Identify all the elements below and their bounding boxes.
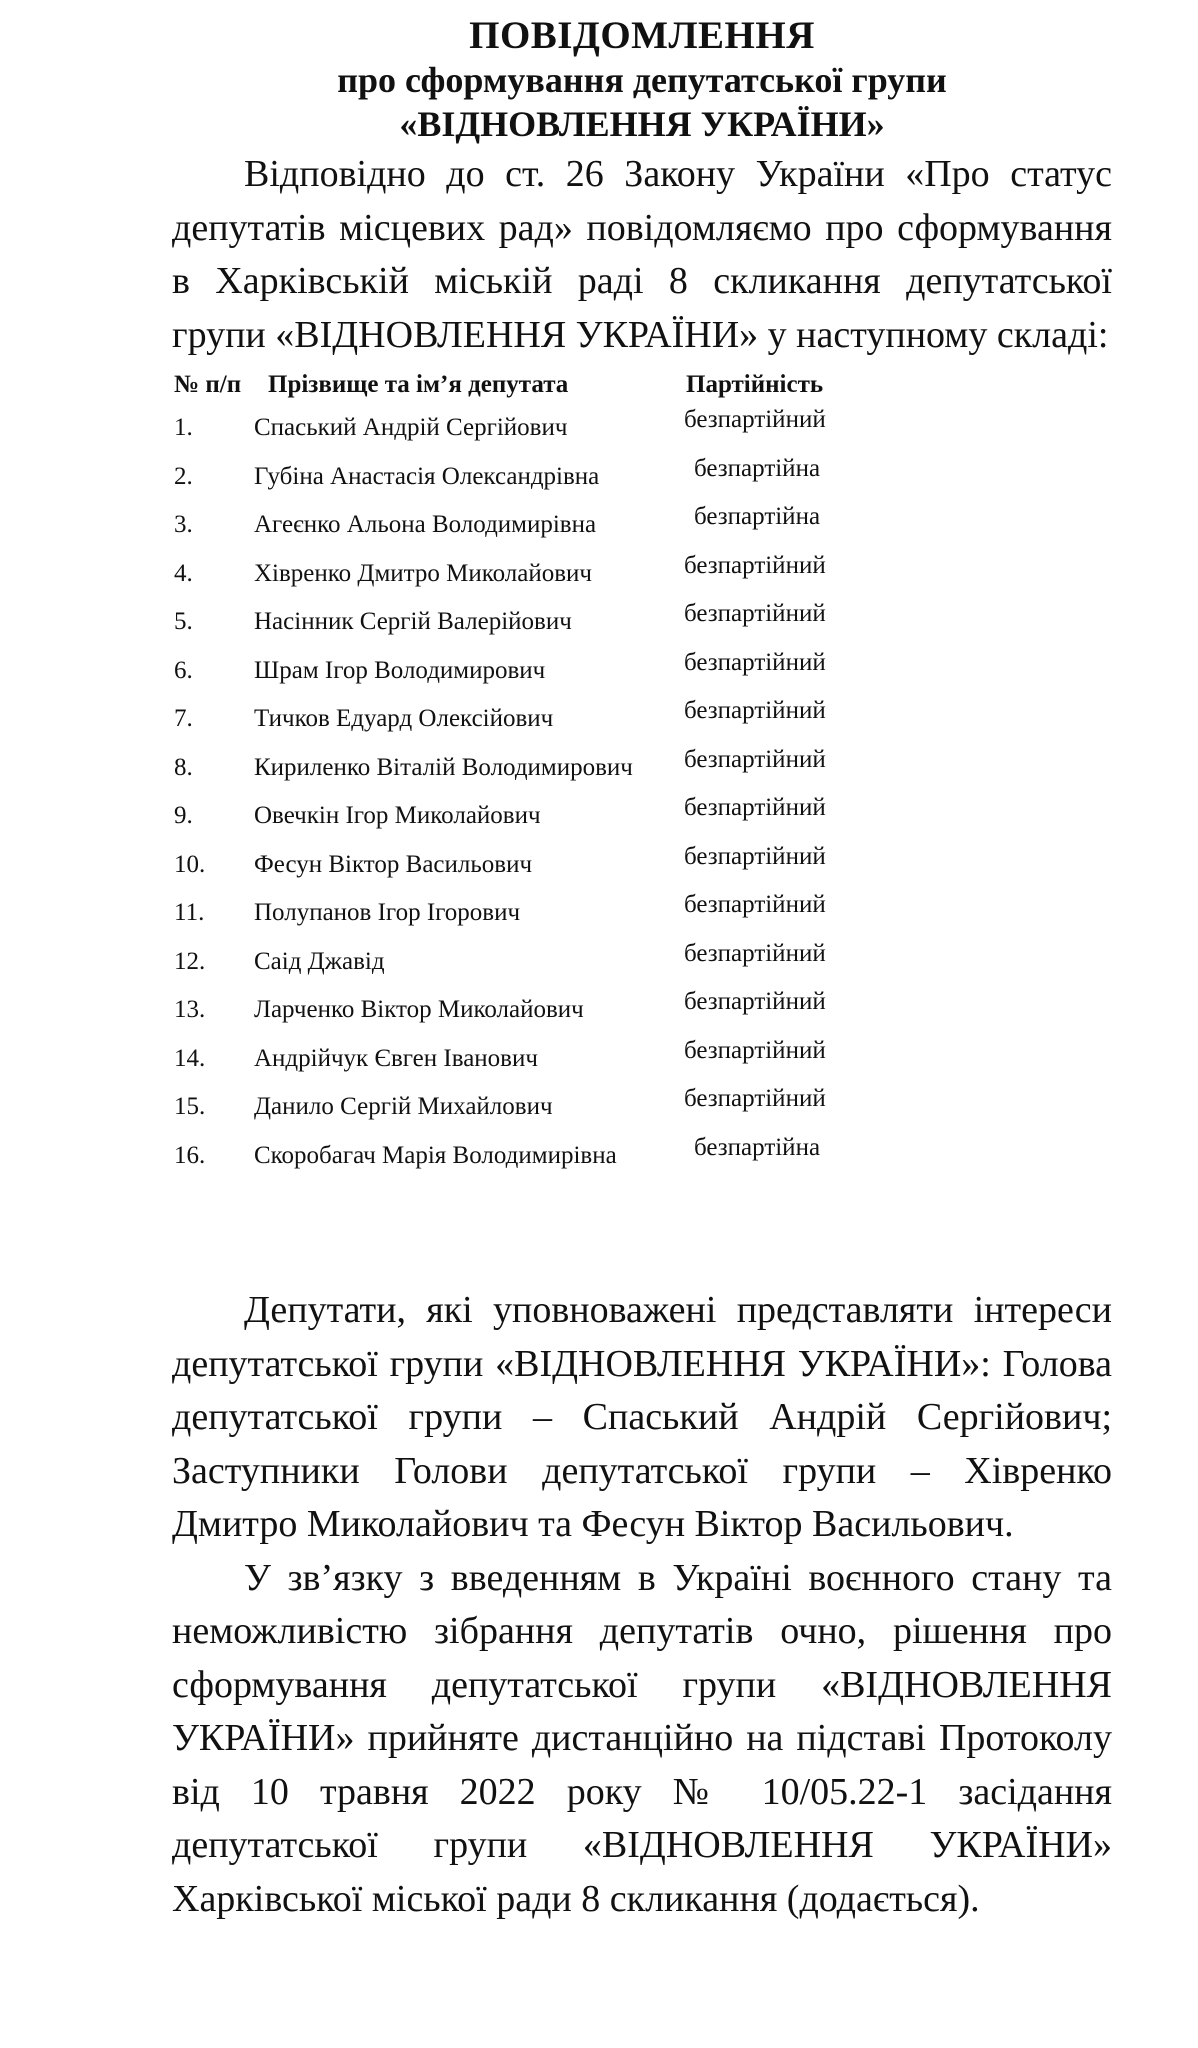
row-party: безпартійна (694, 503, 821, 530)
row-number: 9. (174, 802, 193, 829)
row-party: безпартійний (684, 1085, 826, 1112)
row-name: Хівренко Дмитро Миколайович (254, 559, 593, 587)
row-party: безпартійний (684, 1036, 826, 1064)
document-subtitle-line2: «ВІДНОВЛЕННЯ УКРАЇНИ» (399, 104, 885, 144)
row-name: Овечкін Ігор Миколайович (254, 802, 541, 829)
row-name: Саід Джавід (254, 947, 385, 975)
row-number: 14. (174, 1044, 206, 1072)
members-table-body (172, 404, 1112, 1180)
row-number: 11. (174, 899, 205, 926)
row-name: Полупанов Ігор Ігорович (254, 899, 521, 926)
row-party: безпартійний (684, 600, 826, 627)
row-name: Агеєнко Альона Володимирівна (254, 511, 597, 538)
table-row (172, 889, 1112, 938)
row-number: 13. (174, 996, 206, 1023)
table-row (172, 453, 1112, 502)
row-number: 4. (174, 559, 193, 587)
row-name: Фесун Віктор Васильович (254, 850, 533, 878)
row-number: 16. (174, 1141, 206, 1169)
row-party: безпартійний (684, 648, 826, 676)
table-row (172, 744, 1112, 793)
row-name: Кириленко Віталій Володимирович (254, 753, 633, 781)
row-number: 12. (174, 947, 206, 975)
table-row (172, 404, 1112, 453)
table-row (172, 647, 1112, 696)
row-number: 2. (174, 462, 193, 490)
table-row (172, 986, 1112, 1035)
row-party: безпартійна (694, 454, 821, 482)
row-number: 5. (174, 608, 193, 635)
table-row (172, 695, 1112, 744)
section-spacer (172, 1180, 1112, 1284)
row-number: 15. (174, 1093, 206, 1120)
row-party: безпартійна (694, 1133, 821, 1161)
row-party: безпартійний (684, 988, 826, 1015)
row-name: Скоробагач Марія Володимирівна (254, 1141, 617, 1169)
row-number: 7. (174, 705, 193, 732)
header-number: № п/п (174, 371, 242, 398)
table-row (172, 598, 1112, 647)
row-name: Спаський Андрій Сергійович (254, 414, 568, 441)
row-party: безпартійний (684, 406, 826, 433)
row-party: безпартійний (684, 794, 826, 821)
table-row (172, 792, 1112, 841)
row-party: безпартійний (684, 745, 826, 773)
row-number: 10. (174, 850, 206, 878)
document-subtitle-line1: про сформування депутатської групи (337, 60, 947, 100)
members-table-header (172, 366, 1112, 404)
row-party: безпартійний (684, 939, 826, 967)
row-name: Тичков Едуард Олексійович (254, 705, 554, 732)
table-row (172, 1035, 1112, 1084)
document-title: ПОВІДОМЛЕННЯ (469, 14, 815, 57)
row-party: безпартійний (684, 697, 826, 724)
table-row (172, 1083, 1112, 1132)
table-row (172, 1132, 1112, 1181)
table-row (172, 550, 1112, 599)
row-number: 3. (174, 511, 193, 538)
row-number: 6. (174, 656, 193, 684)
row-name: Шрам Ігор Володимирович (254, 656, 546, 684)
intro-paragraph: Відповідно до ст. 26 Закону України «Про статус депутатів місцевих рад» повідомляємо про сформування в Харківській міській раді 8 скликання депутатської групи «ВІДНОВЛЕННЯ УКРАЇНИ» у наступному складі: (172, 153, 1112, 356)
row-name: Насінник Сергій Валерійович (254, 608, 572, 635)
row-party: безпартійний (684, 891, 826, 918)
closing-paragraph: У зв’язку з введенням в Україні воєнного стану та неможливістю зібрання депутатів очно, рішення про сформування депутатської групи «ВІДНОВЛЕННЯ УКРАЇНИ» прийняте дистанційно на підставі Протоколу від 10 травня 2022 року № 10/05.22-1 засідання депутатської групи «ВІДНОВЛЕННЯ УКРАЇНИ» Харківської міської ради 8 скликання (додається). (172, 1556, 1112, 1920)
header-name: Прізвище та ім’я депутата (268, 371, 569, 398)
row-name: Губіна Анастасія Олександрівна (254, 462, 600, 490)
row-name: Ларченко Віктор Миколайович (254, 996, 584, 1023)
row-party: безпартійний (684, 842, 826, 870)
row-number: 8. (174, 753, 193, 781)
header-party: Партійність (686, 371, 824, 398)
table-row (172, 938, 1112, 987)
table-row (172, 841, 1112, 890)
row-party: безпартійний (684, 551, 826, 579)
table-row (172, 501, 1112, 550)
row-name: Андрійчук Євген Іванович (254, 1044, 538, 1072)
row-number: 1. (174, 414, 193, 441)
members-table (172, 366, 1112, 1180)
row-name: Данило Сергій Михайлович (254, 1093, 553, 1120)
representatives-paragraph: Депутати, які уповноважені представляти інтереси депутатської групи «ВІДНОВЛЕННЯ УКРАЇНИ»: Голова депутатської групи – Спаський Андрій Сергійович; Заступники Голови депутатської групи – Хівренко Дмитро Миколайович та Фесун Віктор Васильович. (172, 1289, 1112, 1545)
document-page (172, 14, 1112, 1926)
